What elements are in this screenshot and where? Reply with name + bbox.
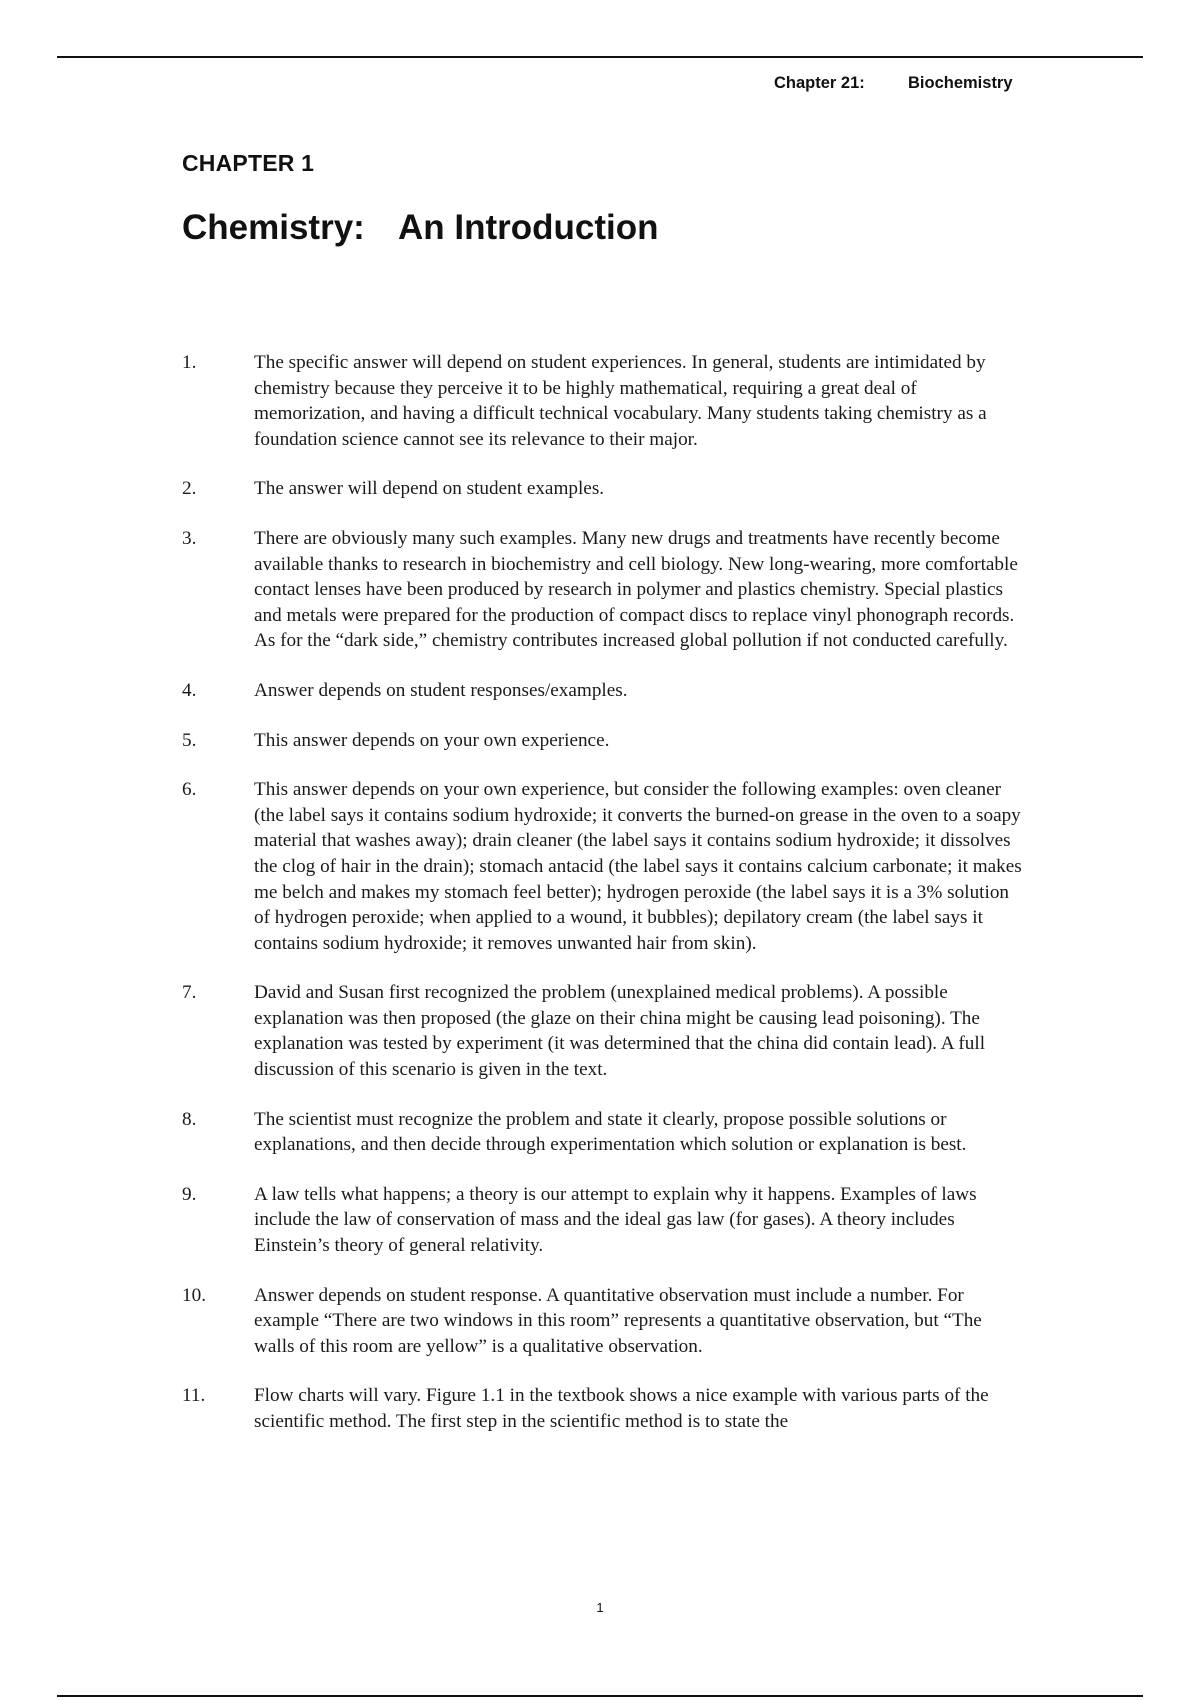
answer-item bbox=[182, 350, 1022, 452]
answer-item bbox=[182, 476, 1022, 502]
answer-text: The specific answer will depend on student experiences. In general, students are intimidated by chemistry because they perceive it to be highly mathematical, requiring a great deal of memorization, and having a difficult technical vocabulary. Many students taking chemistry as a foundation science cannot see its relevance to their major. bbox=[254, 352, 987, 450]
answer-item bbox=[182, 526, 1022, 654]
answer-number: 8. bbox=[182, 1108, 197, 1130]
answer-number: 1. bbox=[182, 352, 197, 373]
running-header bbox=[774, 74, 1013, 93]
answer-text: This answer depends on your own experience, but consider the following examples: oven cleaner (the label says it contains sodium hydroxide; it converts the burned-on grease in the oven to a soapy material that washes away); drain cleaner (the label says it contains sodium hydroxide; it dissolves the clog of hair in the drain); stomach antacid (the label says it contains calcium carbonate; it makes me belch and makes my stomach feel better); hydrogen peroxide (the label says it is a 3% solution of hydrogen peroxide; when applied to a wound, it bubbles); depilatory cream (the label says it contains sodium hydroxide; it removes unwanted hair from skin). bbox=[254, 779, 1022, 954]
answer-text: A law tells what happens; a theory is our attempt to explain why it happens. Examples of laws include the law of conservation of mass and the ideal gas law (for gases). A theory includes Einstein’s theory of general relativity. bbox=[254, 1183, 977, 1257]
answer-number: 6. bbox=[182, 779, 197, 801]
answer-number: 11. bbox=[182, 1385, 206, 1407]
answer-number: 9. bbox=[182, 1183, 197, 1205]
answer-item bbox=[182, 1283, 1022, 1360]
answer-number: 2. bbox=[182, 478, 197, 500]
answer-text: There are obviously many such examples. Many new drugs and treatments have recently become available thanks to research in biochemistry and cell biology. New long-wearing, more comfortable contact lenses have been produced by research in polymer and plastics chemistry. Special plastics and metals were prepared for the production of compact discs to replace vinyl phonograph records. As for the “dark side,” chemistry contributes increased global pollution if not conducted carefully. bbox=[254, 527, 1018, 652]
answer-number: 4. bbox=[182, 679, 197, 701]
chapter-label: CHAPTER 1 bbox=[182, 150, 315, 176]
answer-text: Flow charts will vary. Figure 1.1 in the textbook shows a nice example with various parts of the scientific method. The first step in the scientific method is to state the bbox=[254, 1385, 989, 1432]
answer-item bbox=[182, 1182, 1022, 1259]
answer-text: Answer depends on student responses/examples. bbox=[254, 679, 628, 701]
answer-number: 10. bbox=[182, 1284, 206, 1306]
answer-text: The scientist must recognize the problem and state it clearly, propose possible solutions or explanations, and then decide through experimentation which solution or explanation is best. bbox=[254, 1108, 967, 1156]
answer-text: David and Susan first recognized the problem (unexplained medical problems). A possible explanation was then proposed (the glaze on their china might be causing lead poisoning). The explanation was tested by experiment (it was determined that the china did contain lead). A full discussion of this scenario is given in the text. bbox=[254, 982, 986, 1081]
header-chapter: Chapter 21: bbox=[774, 74, 865, 92]
chapter-title-part1: Chemistry: bbox=[182, 208, 365, 247]
answer-list bbox=[182, 350, 1022, 1459]
bottom-rule bbox=[57, 1695, 1143, 1697]
answer-number: 3. bbox=[182, 527, 197, 549]
answer-text: The answer will depend on student examples. bbox=[254, 478, 605, 500]
answer-item bbox=[182, 980, 1022, 1082]
answer-number: 7. bbox=[182, 982, 197, 1004]
answer-text: Answer depends on student response. A quantitative observation must include a number. For example “There are two windows in this room” represents a quantitative observation, but “The walls of this room are yellow” is a qualitative observation. bbox=[254, 1284, 982, 1357]
chapter-title-part2: An Introduction bbox=[398, 208, 659, 247]
chapter-title bbox=[182, 208, 659, 248]
page-number: 1 bbox=[596, 1600, 604, 1615]
answer-number: 5. bbox=[182, 729, 197, 751]
answer-item bbox=[182, 777, 1022, 956]
answer-text: This answer depends on your own experience. bbox=[254, 729, 610, 751]
answer-item bbox=[182, 1383, 1022, 1434]
answer-item bbox=[182, 728, 1022, 754]
top-rule bbox=[57, 56, 1143, 58]
header-subject: Biochemistry bbox=[908, 74, 1013, 92]
answer-item bbox=[182, 678, 1022, 704]
answer-item bbox=[182, 1107, 1022, 1158]
